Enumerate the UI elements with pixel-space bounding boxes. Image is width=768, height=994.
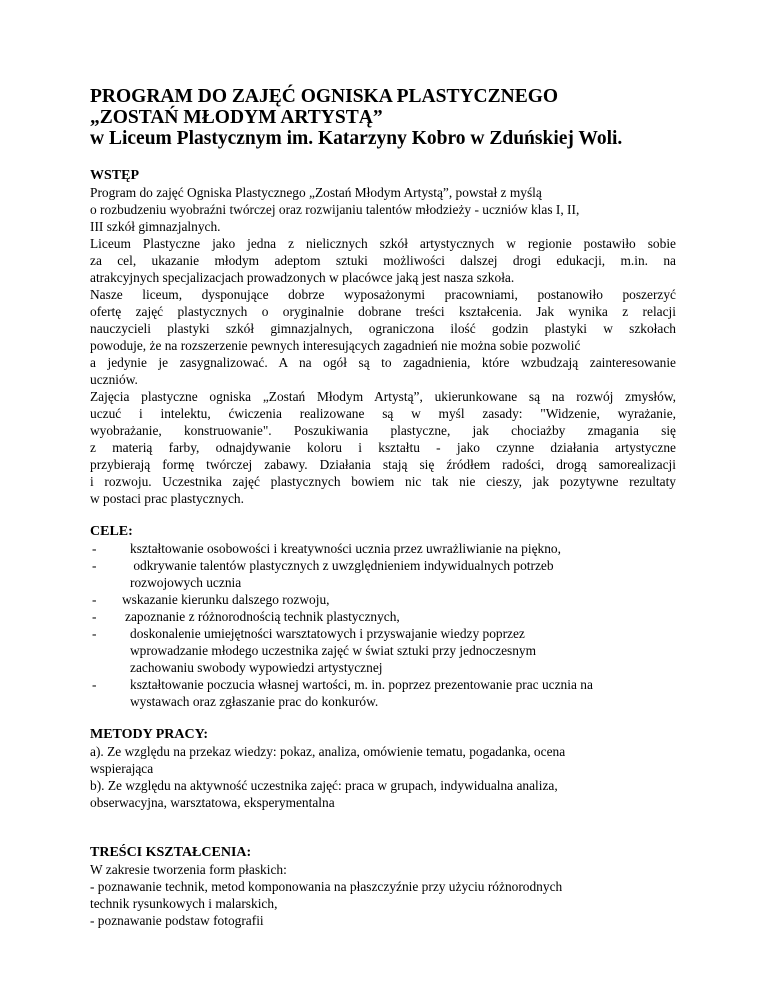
- goal-line: kształtowanie poczucia własnej wartości, m. in. poprzez prezentowanie prac ucznia na: [130, 677, 593, 692]
- intro-line: Program do zajęć Ogniska Plastycznego „Zostań Młodym Artystą”, powstał z myślą: [90, 185, 542, 200]
- intro-line: w postaci prac plastycznych.: [90, 491, 244, 506]
- intro-line: Zajęcia plastyczne ogniska „Zostań Młodym Artystą”, ukierunkowane są na rozwój zmysłów,: [90, 389, 676, 404]
- document-title: [90, 86, 676, 149]
- list-dash: -: [92, 558, 97, 573]
- list-dash: -: [92, 592, 97, 607]
- document-page: [90, 86, 676, 929]
- methods-line: obserwacyjna, warsztatowa, eksperymentalna: [90, 795, 335, 810]
- list-dash: -: [92, 626, 97, 641]
- goal-item: [90, 608, 676, 625]
- goal-item: [90, 676, 676, 710]
- goal-line: doskonalenie umiejętności warsztatowych i przyswajanie wiedzy poprzez: [130, 626, 525, 641]
- intro-heading: WSTĘP: [90, 168, 140, 183]
- intro-paragraph: [90, 184, 676, 507]
- intro-line: powoduje, że na rozszerzenie pewnych interesujących zagadnień nie można sobie pozwolić: [90, 338, 581, 353]
- title-line-1: PROGRAM DO ZAJĘĆ OGNISKA PLASTYCZNEGO: [90, 86, 559, 107]
- title-line-2: „ZOSTAŃ MŁODYM ARTYSTĄ”: [90, 107, 383, 128]
- goal-line: odkrywanie talentów plastycznych z uwzględnieniem indywidualnych potrzeb: [130, 558, 554, 573]
- content-section: [90, 844, 676, 929]
- intro-line: i rozwoju. Uczestnika zajęć plastycznych bowiem nic tak nie cieszy, jak pozytywne rezultaty: [90, 474, 676, 489]
- goals-list: [90, 540, 676, 710]
- list-dash: -: [92, 609, 97, 624]
- goals-section: [90, 523, 676, 710]
- goals-heading: CELE:: [90, 524, 133, 539]
- intro-line: a jedynie je zasygnalizować. A na ogół są to zagadnienia, które wzbudzają zainteresowanie: [90, 355, 676, 370]
- goal-line: wystawach oraz zgłaszanie prac do konkurów.: [130, 694, 379, 709]
- intro-line: przybierają formę twórczej zabawy. Działania stają się źródłem radości, drogą samorealizacji: [90, 457, 676, 472]
- content-line: W zakresie tworzenia form płaskich:: [90, 862, 287, 877]
- intro-line: Nasze liceum, dysponujące dobrze wyposażonymi pracowniami, postanowiło poszerzyć: [90, 287, 676, 302]
- content-line: - poznawanie technik, metod komponowania na płaszczyźnie przy użyciu różnorodnych: [90, 879, 563, 894]
- intro-line: atrakcyjnych specjalizacjach prowadzonych w placówce jaką jest nasza szkoła.: [90, 270, 515, 285]
- intro-line: ofertę zajęć plastycznych o oryginalnie dobrane treści kształcenia. Jak wynika z relacji: [90, 304, 676, 319]
- goal-line: zapoznanie z różnorodnością technik plastycznych,: [125, 609, 400, 624]
- intro-line: za cel, ukazanie młodym adeptom sztuki możliwości dalszej drogi edukacji, m.in. na: [90, 253, 676, 268]
- methods-paragraph: [90, 743, 676, 811]
- intro-line: III szkół gimnazjalnych.: [90, 219, 221, 234]
- content-line: - poznawanie podstaw fotografii: [90, 913, 264, 928]
- title-line-3: w Liceum Plastycznym im. Katarzyny Kobro w Zduńskiej Woli.: [90, 128, 623, 149]
- list-dash: -: [92, 677, 97, 692]
- goal-item: [90, 540, 676, 557]
- intro-section: [90, 167, 676, 507]
- goal-item: [90, 591, 676, 608]
- methods-line: wspierająca: [90, 761, 154, 776]
- content-paragraph: [90, 861, 676, 929]
- goal-line: wprowadzanie młodego uczestnika zajęć w świat sztuki przy jednoczesnym: [130, 643, 537, 658]
- intro-line: wyobrażanie, konstruowanie". Poszukiwania plastyczne, jak chociażby zmagania się: [90, 423, 676, 438]
- goal-item: [90, 625, 676, 676]
- goal-item: [90, 557, 676, 591]
- methods-heading: METODY PRACY:: [90, 727, 209, 742]
- goal-line: wskazanie kierunku dalszego rozwoju,: [122, 592, 330, 607]
- methods-section: [90, 726, 676, 811]
- intro-line: uczniów.: [90, 372, 138, 387]
- list-dash: -: [92, 541, 97, 556]
- intro-line: nauczycieli plastyki szkół gimnazjalnych, ograniczona ilość godzin plastyki w szkołach: [90, 321, 676, 336]
- goal-line: kształtowanie osobowości i kreatywności ucznia przez uwrażliwianie na piękno,: [130, 541, 561, 556]
- intro-line: z materią farby, odnajdywanie koloru i kształtu - jako czynne działania artystyczne: [90, 440, 676, 455]
- content-line: technik rysunkowych i malarskich,: [90, 896, 278, 911]
- intro-line: uczuć i intelektu, ćwiczenia realizowane są w myśl zasady: "Widzenie, wyrażanie,: [90, 406, 676, 421]
- goal-line: zachowaniu swobody wypowiedzi artystycznej: [130, 660, 383, 675]
- content-heading: TREŚCI KSZTAŁCENIA:: [90, 845, 252, 860]
- intro-line: o rozbudzeniu wyobraźni twórczej oraz rozwijaniu talentów młodzieży - uczniów klas I, II,: [90, 202, 580, 217]
- intro-line: Liceum Plastyczne jako jedna z nielicznych szkół artystycznych w regionie postawiło sobie: [90, 236, 676, 251]
- goal-line: rozwojowych ucznia: [130, 575, 242, 590]
- methods-line: b). Ze względu na aktywność uczestnika zajęć: praca w grupach, indywidualna analiza,: [90, 778, 558, 793]
- methods-line: a). Ze względu na przekaz wiedzy: pokaz, analiza, omówienie tematu, pogadanka, ocena: [90, 744, 566, 759]
